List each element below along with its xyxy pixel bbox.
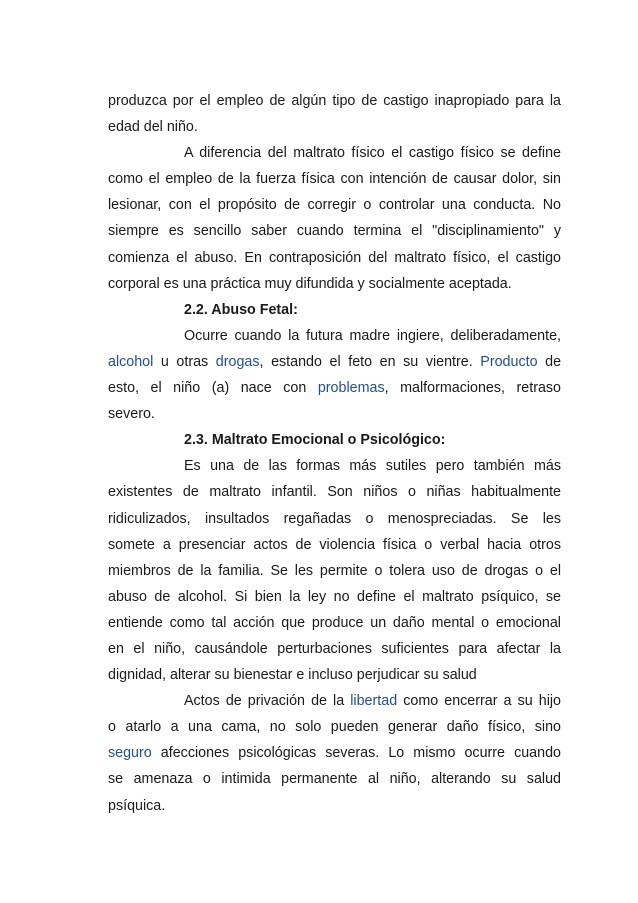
link-libertad[interactable]: libertad [350,693,398,710]
text-line: Es una de las formas más sutiles pero también más [184,458,561,475]
text-line: somete a presenciar actos de violencia física o verbal hacia otros [108,536,561,553]
document-page [108,88,561,819]
link-seguro[interactable]: seguro [108,745,152,762]
paragraph-castigo-fisico [108,140,561,297]
paragraph-castigo-inapropiado [108,88,561,140]
text-line: existentes de maltrato infantil. Son niños o niñas habitualmente [108,484,561,501]
text-span: como encerrar a su hijo [397,693,561,710]
text-span: u otras [153,353,216,370]
text-line [108,349,561,375]
link-problemas[interactable]: problemas [317,380,385,397]
text-span: , malformaciones, retraso [384,380,562,397]
text-line: corporal es una práctica muy difundida y socialmente aceptada. [108,275,512,292]
link-producto[interactable]: Producto [480,353,538,370]
text-span: de [537,353,562,370]
text-line [108,688,561,714]
paragraph-privacion-libertad [108,688,561,818]
section-heading-maltrato-emocional: 2.3. Maltrato Emocional o Psicológico: [184,432,446,449]
text-line: lesionar, con el propósito de corregir o controlar una conducta. No [108,197,561,214]
text-span: Actos de privación de la [184,693,351,710]
text-line: Ocurre cuando la futura madre ingiere, deliberadamente, [184,327,561,344]
text-line: produzca por el empleo de algún tipo de castigo inapropiado para la [108,93,561,109]
text-line: miembros de la familia. Se les permite o tolera uso de drogas o el [108,562,561,579]
text-span: esto, el niño (a) nace con [108,380,318,397]
text-span: afecciones psicológicas severas. Lo mismo ocurre cuando [151,745,561,762]
text-line: en el niño, causándole perturbaciones suficientes para afectar la [108,640,561,657]
text-line: o atarlo a una cama, no solo pueden generar daño físico, sino [108,719,561,736]
text-line [108,740,561,766]
text-line: como el empleo de la fuerza física con intención de causar dolor, sin [108,171,561,188]
text-line: siempre es sencillo saber cuando termina el "disciplinamiento" y [108,223,561,240]
text-line: dignidad, alterar su bienestar e incluso perjudicar su salud [108,667,477,684]
text-span: , estando el feto en su vientre. [259,353,481,370]
text-line: se amenaza o intimida permanente al niño, alterando su salud [108,771,561,788]
paragraph-abuso-fetal [108,323,561,427]
text-line: abuso de alcohol. Si bien la ley no define el maltrato psíquico, se [108,588,561,605]
text-line [108,375,561,401]
text-line: edad del niño. [108,119,198,136]
text-line: entiende como tal acción que produce un daño mental o emocional [108,614,561,631]
link-alcohol[interactable]: alcohol [108,353,154,370]
link-drogas[interactable]: drogas [215,353,260,370]
text-line: severo. [108,406,155,423]
text-line: ridiculizados, insultados regañadas o menospreciadas. Se les [108,510,561,527]
text-line: comienza el abuso. En contraposición del maltrato físico, el castigo [108,249,561,266]
text-line: A diferencia del maltrato físico el castigo físico se define [184,145,561,162]
paragraph-maltrato-emocional [108,453,561,688]
section-heading-abuso-fetal: 2.2. Abuso Fetal: [184,301,298,318]
text-line: psíquica. [108,797,166,814]
